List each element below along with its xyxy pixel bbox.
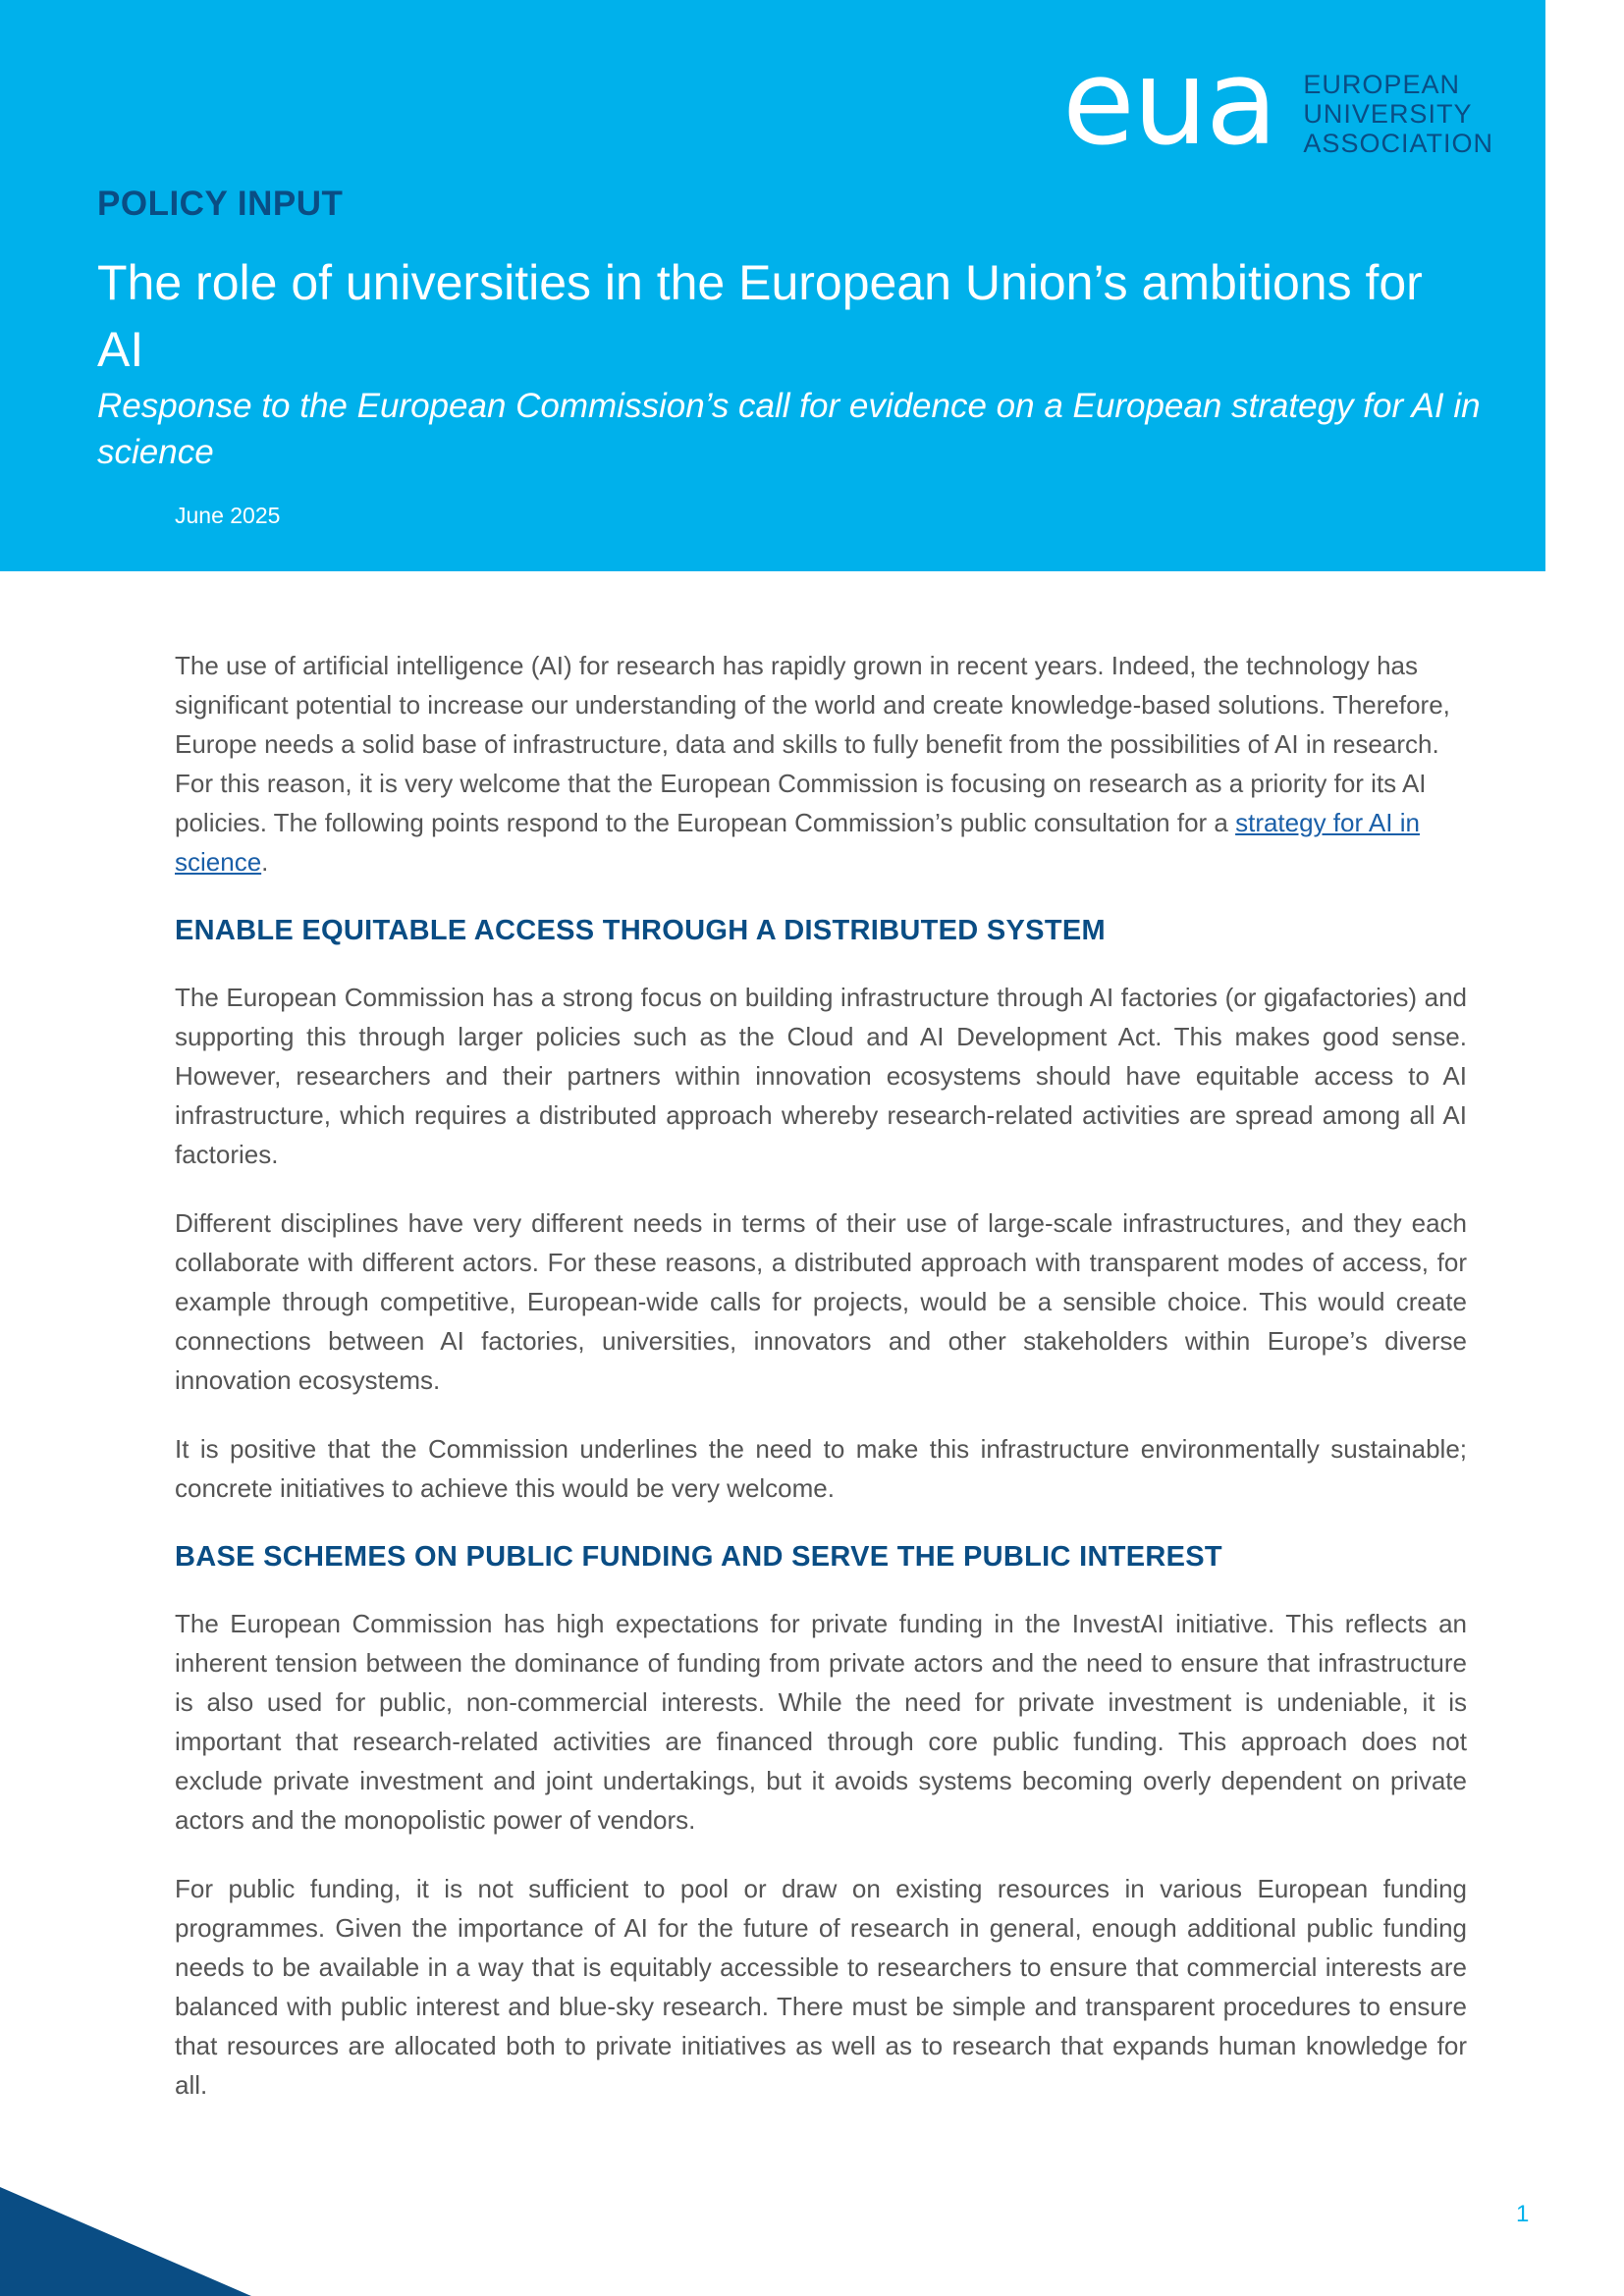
body-paragraph: The European Commission has a strong focus on building infrastructure through AI factories (or gigafactories) and supporting this through larger policies such as the Cloud and AI Development Act. This makes good sense. However, researchers and their partners within innovation ecosystems should have equitable access to AI infrastructure, which requires a distributed approach whereby research-related activities are spread among all AI factories. (175, 983, 1467, 1169)
section-heading: ENABLE EQUITABLE ACCESS THROUGH A DISTRIBUTED SYSTEM (175, 915, 1106, 946)
page-number: 1 (1516, 2201, 1530, 2227)
document-body (175, 646, 1467, 2134)
document-title: The role of universities in the European Union’s ambitions for AI (97, 255, 1423, 377)
publication-date: June 2025 (175, 503, 281, 528)
logo-mark: eua (1062, 35, 1276, 172)
document-subtitle: Response to the European Commission’s call for evidence on a European strategy for AI in science (97, 387, 1481, 471)
document-type-label: POLICY INPUT (97, 185, 344, 223)
intro-text: The use of artificial intelligence (AI) for research has rapidly grown in recent years. Indeed, the technology has significant potential to increase our understanding of the world and create knowledge-based solutions. Therefore, Europe needs a solid base of infrastructure, data and skills to fully benefit from the possibilities of AI in research. For this reason, it is very welcome that the European Commission is focusing on research as a priority for its AI policies. The following points respond to the European Commission’s public consultation for a (175, 651, 1450, 837)
body-paragraph: For public funding, it is not sufficient to pool or draw on existing resources in various European funding programmes. Given the importance of AI for the future of research in general, enough additional public funding needs to be available in a way that is equitably accessible to researchers to ensure that commercial interests are balanced with public interest and blue-sky research. There must be simple and transparent procedures to ensure that resources are allocated both to private initiatives as well as to research that expands human knowledge for all. (175, 1874, 1467, 2100)
section-heading: BASE SCHEMES ON PUBLIC FUNDING AND SERVE THE PUBLIC INTEREST (175, 1541, 1222, 1573)
intro-paragraph (175, 646, 1467, 881)
logo-wordmark (1303, 70, 1493, 158)
logo-line: UNIVERSITY (1303, 99, 1473, 129)
eua-logo (1062, 35, 1493, 172)
logo-line: ASSOCIATION (1303, 129, 1493, 158)
strategy-link[interactable]: strategy for AI in science (175, 808, 1420, 877)
intro-text-end: . (261, 847, 269, 877)
header-banner (0, 0, 1545, 571)
body-paragraph: The European Commission has high expectations for private funding in the InvestAI initiative. This reflects an inherent tension between the dominance of funding from private actors and the need to ensure that infrastructure is also used for public, non-commercial interests. While the need for private investment is undeniable, it is important that research-related activities are financed through core public funding. This approach does not exclude private investment and joint undertakings, but it avoids systems becoming overly dependent on private actors and the monopolistic power of vendors. (175, 1609, 1467, 1835)
body-paragraph: Different disciplines have very different needs in terms of their use of large-scale infrastructures, and they each collaborate with different actors. For these reasons, a distributed approach with transparent modes of access, for example through competitive, European-wide calls for projects, would be a sensible choice. This would create connections between AI factories, universities, innovators and other stakeholders within Europe’s diverse innovation ecosystems. (175, 1208, 1467, 1395)
logo-line: EUROPEAN (1303, 70, 1460, 99)
body-paragraph: It is positive that the Commission underlines the need to make this infrastructure environmentally sustainable; concrete initiatives to achieve this would be very welcome. (175, 1434, 1467, 1503)
corner-decoration (0, 2187, 251, 2296)
